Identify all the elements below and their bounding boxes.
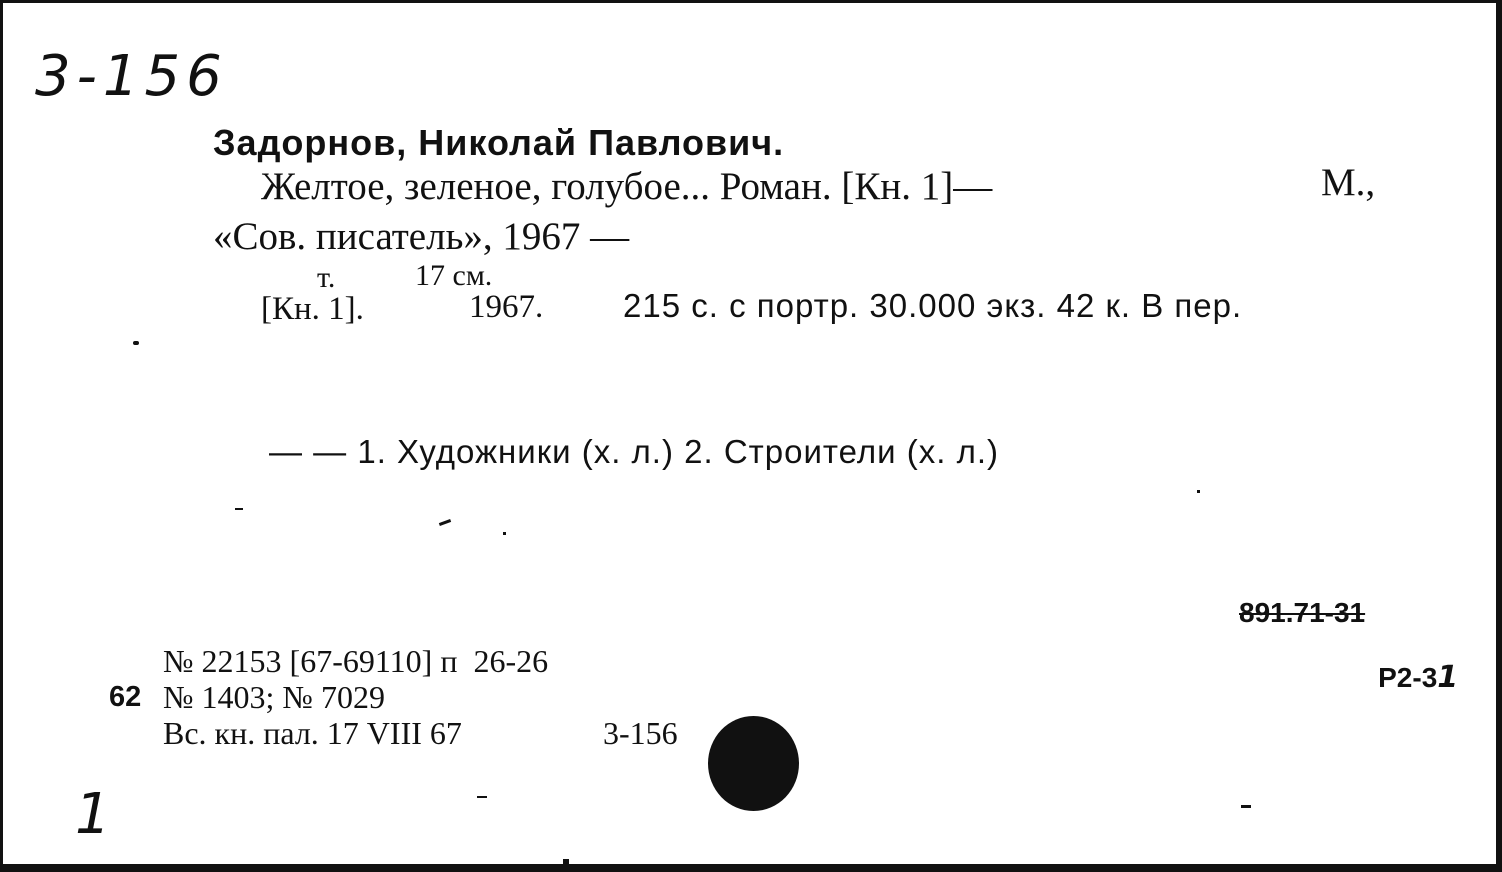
footer-line-2: № 1403; № 7029 (163, 679, 385, 715)
speck (503, 532, 506, 535)
speck (477, 796, 487, 798)
classification-code-text: Р2-3 (1378, 662, 1438, 693)
stray-mark (133, 341, 139, 345)
classification-struck-code: 891.71-31 (1239, 597, 1366, 628)
speck (563, 859, 569, 865)
title-line: Желтое, зеленое, голубое... Роман. [Кн. 1]— (261, 165, 993, 208)
footer-line-1: № 22153 [67-69110] п 26-26 (163, 643, 549, 679)
footer-card-code: 3-156 (603, 715, 678, 751)
volumes-label: т. (317, 261, 336, 294)
publication-place: М., (1321, 161, 1376, 204)
volume-details: 215 с. с портр. 30.000 экз. 42 к. В пер. (623, 287, 1243, 324)
size-label: 17 см. (415, 259, 493, 292)
classification-handwritten-digit: 1 (1437, 660, 1459, 695)
handwritten-call-number: 3-156 (35, 44, 228, 109)
volume-year: 1967. (469, 289, 544, 325)
handwritten-corner-mark: 1 (75, 782, 111, 847)
punch-hole (708, 716, 799, 811)
author-heading: Задорнов, Николай Павлович. (213, 122, 785, 163)
publisher-line: «Сов. писатель», 1967 — (213, 215, 630, 258)
footer-prefix: 62 (109, 681, 142, 713)
speck (439, 519, 451, 526)
footer-line-3: Вс. кн. пал. 17 VIII 67 (163, 715, 462, 751)
speck (235, 508, 243, 510)
subject-headings: — — 1. Художники (х. л.) 2. Строители (х. л.) (269, 433, 1000, 470)
volume-number: [Кн. 1]. (261, 291, 364, 327)
speck (1197, 490, 1200, 493)
classification-code (1347, 635, 1458, 721)
speck (1241, 805, 1251, 808)
